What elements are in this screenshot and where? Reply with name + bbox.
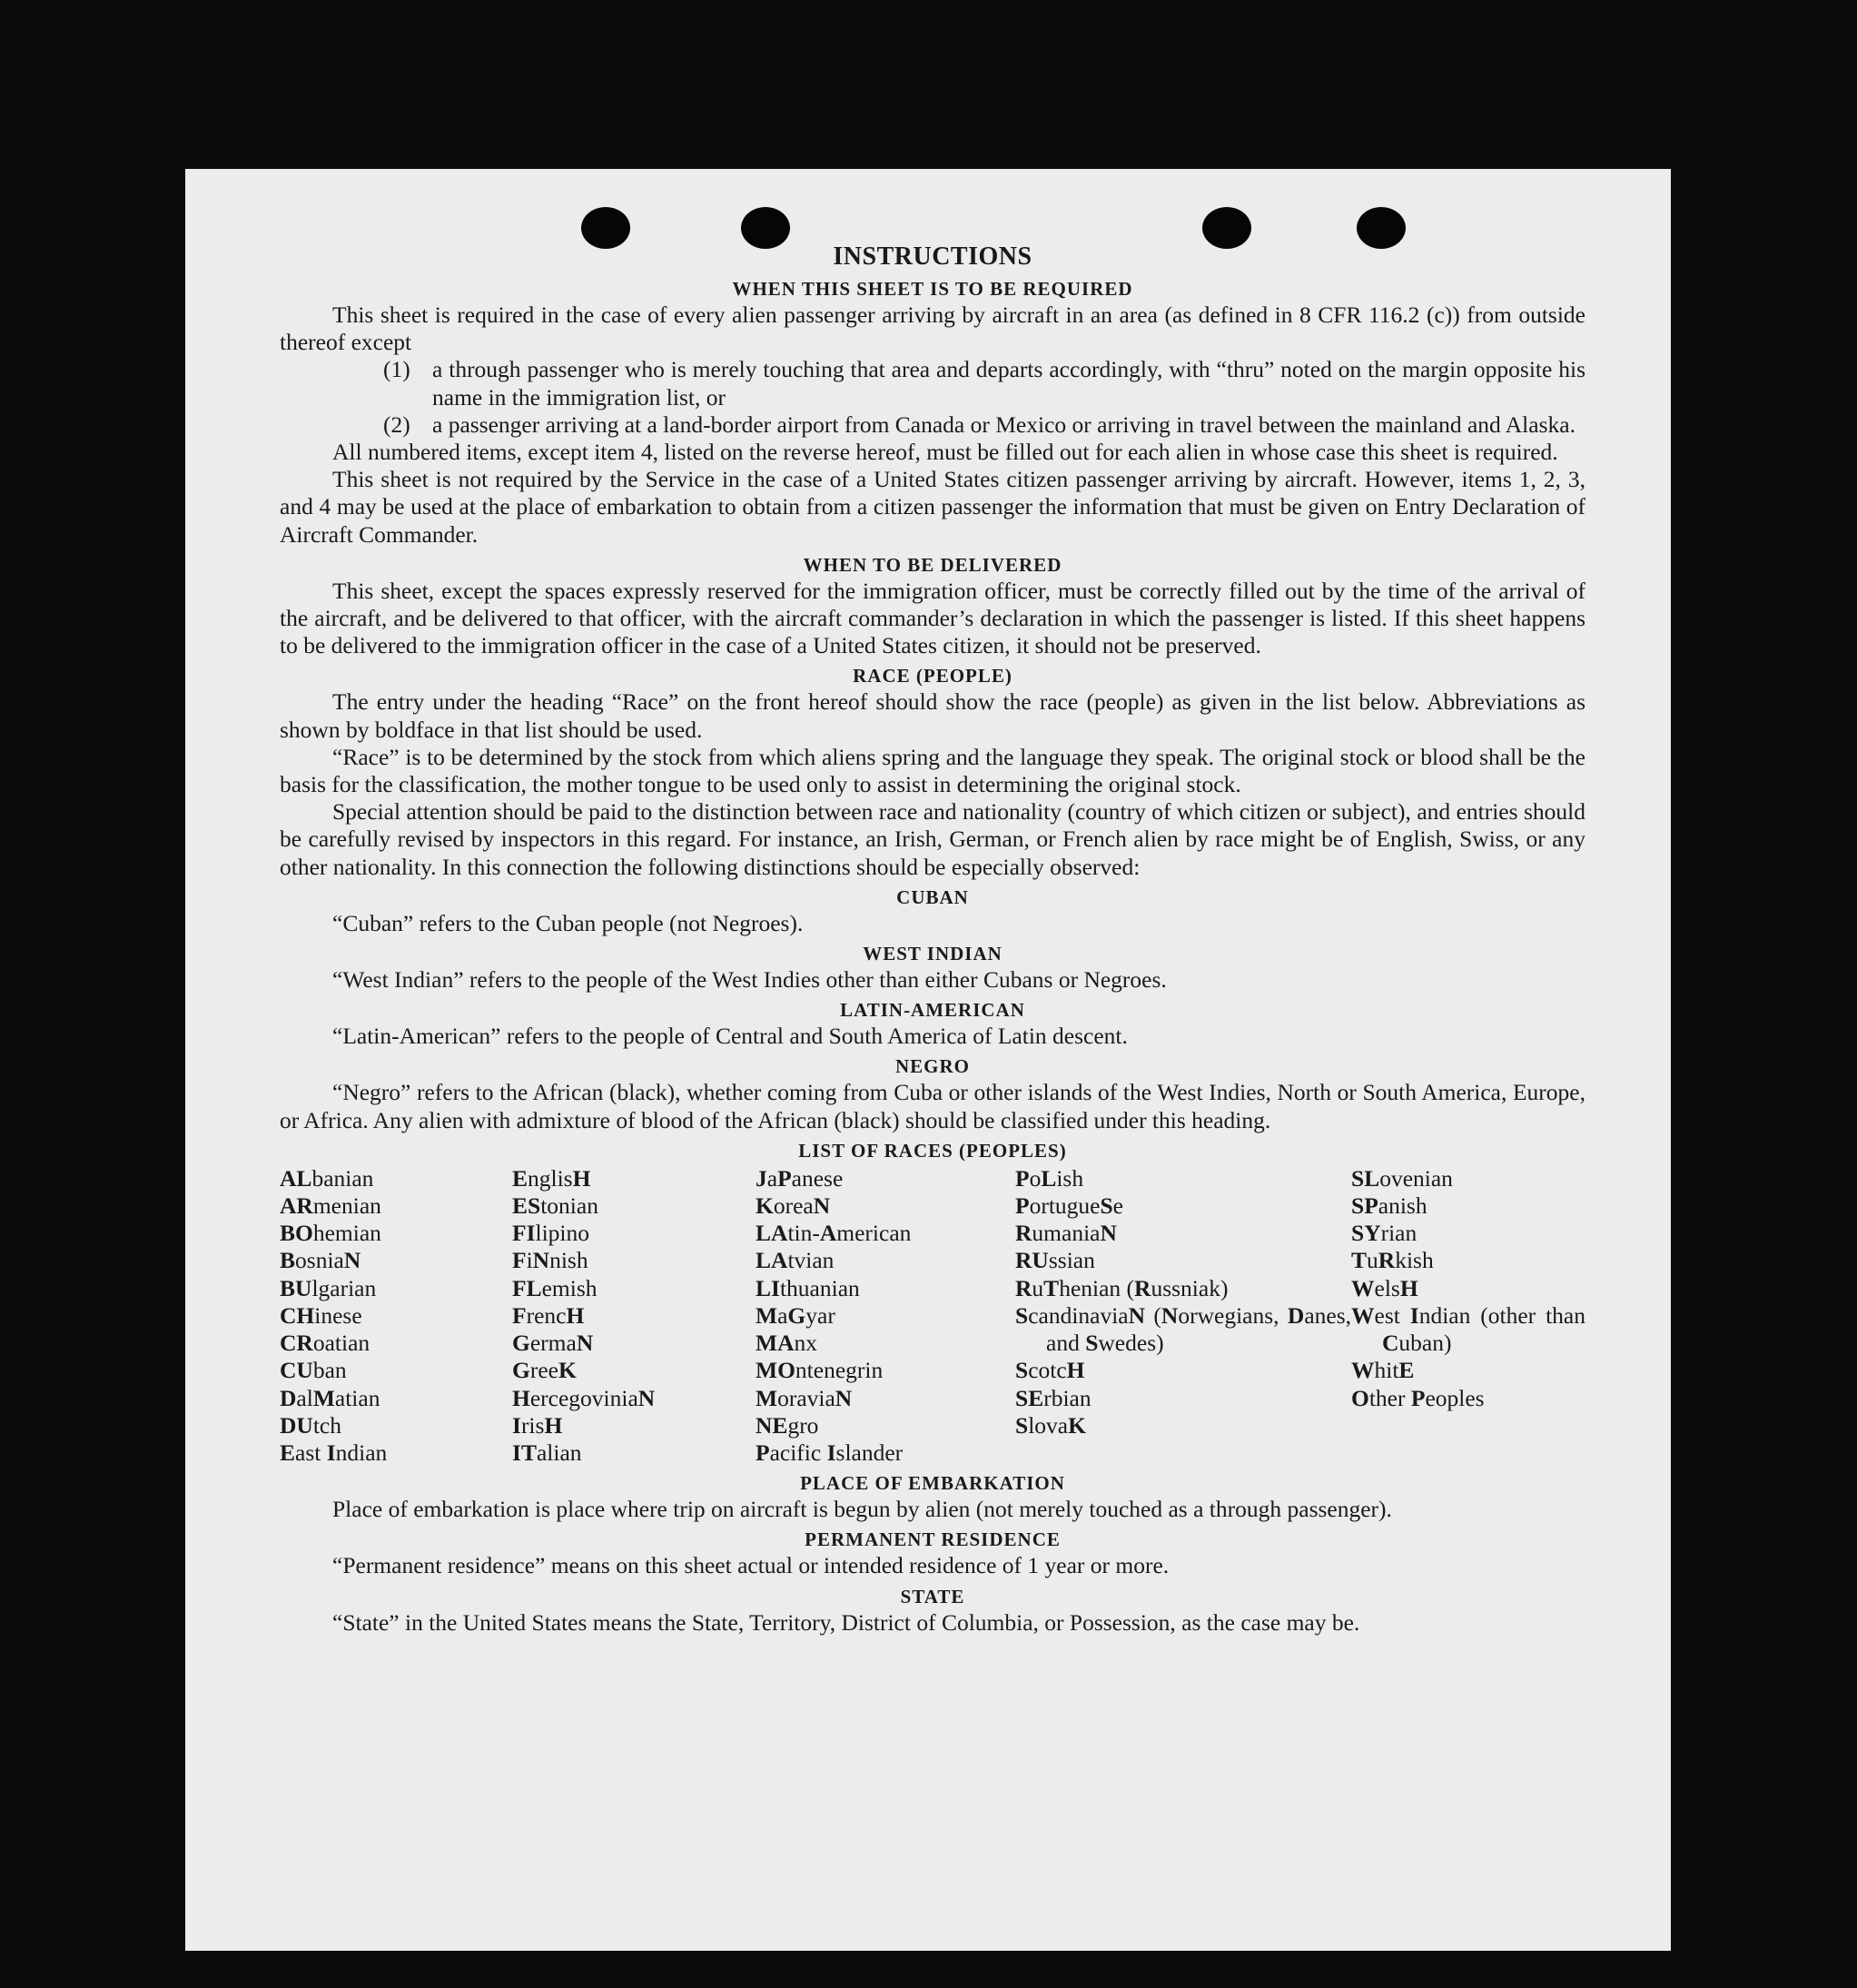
race-entry: PoLish [1015,1164,1084,1192]
page-title: INSTRUCTIONS [833,242,1032,271]
race-entry: IrisH [512,1411,563,1439]
race-entry: GermaN [512,1330,594,1357]
section-heading-list-of-races: LIST OF RACES (PEOPLES) [798,1139,1067,1162]
race-entry: MAnx [756,1330,817,1357]
races-column [280,1165,512,1467]
required-intro: This sheet is required in the case of every alien passenger arriving by aircraft in an area (as defined in 8 CFR 116.2 (c)) from outside thereof except [280,302,1585,356]
race-entry: JaPanese [756,1164,844,1192]
list-item [383,411,1585,439]
race-entry: DalMatian [280,1384,380,1411]
race-entry: HercegoviniaN [512,1384,656,1411]
section-heading-delivered: WHEN TO BE DELIVERED [803,553,1062,576]
item-text: a through passenger who is merely touching that area and departs accordingly, with “thru” noted on the margin opposite his name in the immigration list, or [432,356,1585,410]
race-entry: BosniaN [280,1247,361,1274]
race-entry: PortugueSe [1015,1192,1123,1220]
race-entry: FIlipino [512,1220,590,1247]
section-heading-embarkation: PLACE OF EMBARKATION [800,1472,1065,1495]
race-entry: Pacific Islander [756,1439,904,1466]
race-entry: RuThenian (Russniak) [1015,1274,1229,1301]
race-entry: East Indian [280,1439,388,1466]
race-paragraph-1: The entry under the heading “Race” on the front hereof should show the race (people) as given in the list below. Abbreviations as shown by boldface in that list should be used. [280,688,1585,743]
races-column [756,1165,1015,1467]
race-entry: MaGyar [756,1301,835,1329]
required-paragraph-3: This sheet is not required by the Service in the case of a United States citizen passenger arriving by aircraft. However, items 1, 2, 3, and 4 may be used at the place of embarkation to obtain from a citizen passenger the information that must be given on Entry Declaration of Aircraft Commander. [280,466,1585,548]
race-entry: LAtvian [756,1247,835,1274]
race-entry: FLemish [512,1274,598,1301]
race-paragraph-2: “Race” is to be determined by the stock from which aliens spring and the language they speak. The original stock or blood shall be the basis for the classification, the mother tongue to be used only to assist in determining the original stock. [280,743,1585,798]
race-entry: SlovaK [1015,1411,1086,1439]
race-entry: RumaniaN [1015,1220,1117,1247]
race-entry: TuRkish [1351,1247,1434,1274]
section-heading-residence: PERMANENT RESIDENCE [805,1528,1061,1551]
race-entry: NEgro [756,1411,819,1439]
west-indian-paragraph: “West Indian” refers to the people of the West Indies other than either Cubans or Negroes. [332,966,1167,994]
race-entry: WelsH [1351,1274,1418,1301]
race-entry: SLovenian [1351,1164,1453,1192]
race-entry: EnglisH [512,1164,591,1192]
negro-paragraph: “Negro” refers to the African (black), whether coming from Cuba or other islands of the West Indies, North or South America, Europe, or Africa. Any alien with admixture of blood of the African (black) should be classified under this heading. [280,1079,1585,1133]
instructions-content [280,242,1585,1637]
race-entry: West Indian (other than Cuban) [1351,1301,1585,1357]
required-paragraph-2: All numbered items, except item 4, listed on the reverse hereof, must be filled out for each alien in whose case this sheet is required. [332,439,1558,466]
race-entry: KoreaN [756,1192,831,1220]
item-text: a passenger arriving at a land-border airport from Canada or Mexico or arriving in travel between the mainland and Alaska. [432,410,1575,438]
race-entry: LIthuanian [756,1274,860,1301]
race-entry: ScotcH [1015,1357,1085,1384]
race-entry: SErbian [1015,1384,1091,1411]
list-item [383,356,1585,410]
race-entry: CRoatian [280,1330,370,1357]
race-entry: BOhemian [280,1220,381,1247]
race-entry: ITalian [512,1439,582,1466]
race-entry: CHinese [280,1301,362,1329]
item-number: (1) [383,356,410,383]
residence-paragraph: “Permanent residence” means on this sheet actual or intended residence of 1 year or more. [332,1552,1170,1579]
section-heading-negro: NEGRO [894,1055,970,1078]
race-entry: GreeK [512,1357,577,1384]
latin-american-paragraph: “Latin-American” refers to the people of Central and South America of Latin descent. [332,1023,1128,1050]
race-entry: BUlgarian [280,1274,377,1301]
race-entry: MoraviaN [756,1384,853,1411]
section-heading-race: RACE (PEOPLE) [853,665,1012,687]
section-heading-state: STATE [900,1585,965,1607]
section-heading-cuban: CUBAN [896,885,969,908]
race-entry: LAtin-American [756,1220,912,1247]
race-entry: FiNnish [512,1247,588,1274]
section-heading-west-indian: WEST INDIAN [863,943,1003,965]
race-entry: SPanish [1351,1192,1427,1220]
races-list [280,1165,1585,1467]
embarkation-paragraph: Place of embarkation is place where trip on aircraft is begun by alien (not merely touched as a through passenger). [332,1496,1392,1523]
state-paragraph: “State” in the United States means the State, Territory, District of Columbia, or Possession, as the case may be. [332,1608,1360,1636]
race-entry: SYrian [1351,1220,1417,1247]
race-entry: MOntenegrin [756,1357,884,1384]
race-entry: EStonian [512,1192,598,1220]
races-column [1351,1165,1585,1467]
race-entry: Other Peoples [1351,1384,1485,1411]
race-entry: DUtch [280,1411,341,1439]
delivered-paragraph: This sheet, except the spaces expressly reserved for the immigration officer, must be correctly filled out by the time of the arrival of the aircraft, and be delivered to that officer, with the aircraft commander’s declaration in which the passenger is listed. If this sheet happens to be delivered to the immigration officer in the case of a United States citizen, it should not be preserved. [280,577,1585,659]
race-entry: ScandinaviaN (Norwegians, Danes, and Swedes) [1015,1301,1351,1357]
race-entry: ARmenian [280,1192,381,1220]
race-entry: ALbanian [280,1164,374,1192]
section-heading-latin-american: LATIN-AMERICAN [840,999,1025,1022]
cuban-paragraph: “Cuban” refers to the Cuban people (not Negroes). [332,909,804,936]
races-column [1015,1165,1351,1467]
race-entry: WhitE [1351,1357,1415,1384]
section-heading-required: WHEN THIS SHEET IS TO BE REQUIRED [732,278,1133,300]
document-sheet [185,169,1671,1951]
race-entry: CUban [280,1357,347,1384]
race-paragraph-3: Special attention should be paid to the distinction between race and nationality (country of which citizen or subject), and entries should be carefully revised by inspectors in this regard. For instance, an Irish, German, or French alien by race might be of English, Swiss, or any other nationality. In this connection the following distinctions should be especially observed: [280,798,1585,880]
races-column [512,1165,756,1467]
item-number: (2) [383,410,410,438]
race-entry: FrencH [512,1301,585,1329]
race-entry: RUssian [1015,1247,1095,1274]
